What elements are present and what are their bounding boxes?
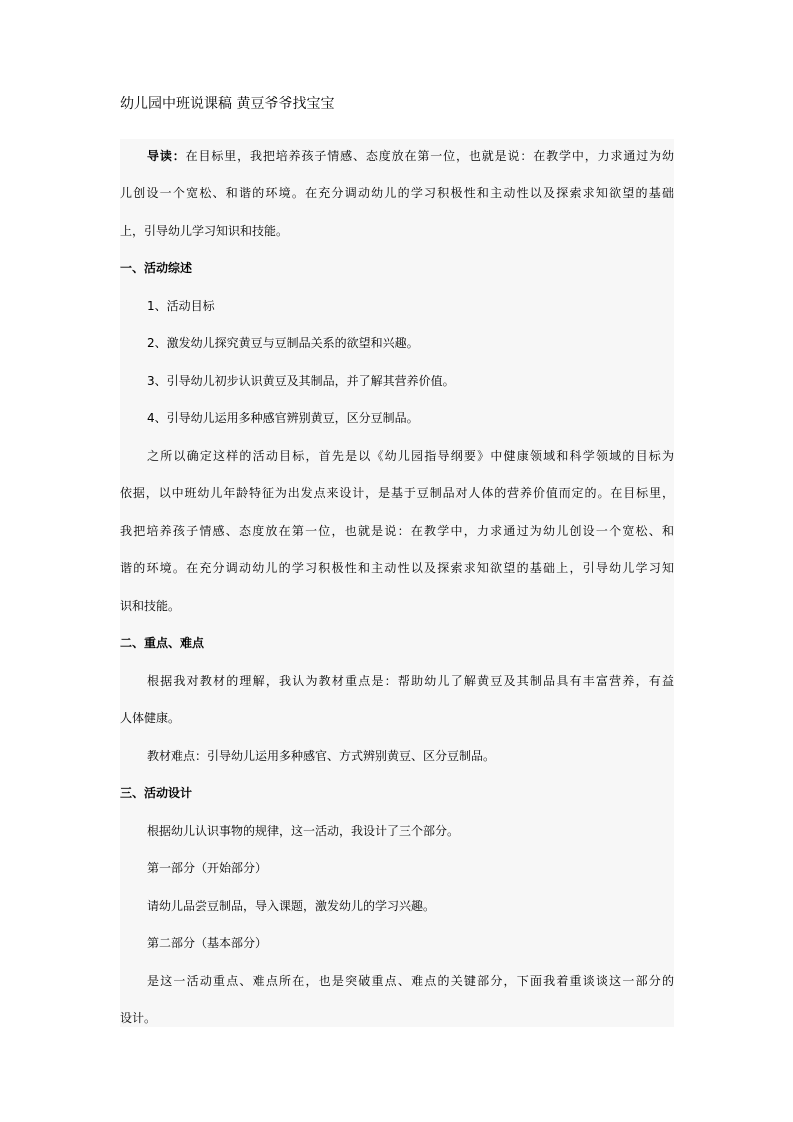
lead-line-1 [147,146,674,166]
design-intro: 根据幼儿认识事物的规律，这一活动，我设计了三个部分。 [147,824,460,838]
lead-label: 导读： [147,149,186,163]
paragraph-line: 人体健康。 [120,711,181,725]
part-title: 第二部分（基本部分） [147,936,268,950]
list-item: 3、引导幼儿初步认识黄豆及其制品，并了解其营养价值。 [147,374,455,388]
section-heading-1: 一、活动综述 [120,261,193,275]
list-item: 1、活动目标 [147,299,215,313]
list-item: 2、激发幼儿探究黄豆与豆制品关系的欲望和兴趣。 [147,336,419,350]
section-heading-2: 二、重点、难点 [120,636,205,650]
part-text: 是这一活动重点、难点所在，也是突破重点、难点的关键部分，下面我着重谈谈这一部分的 [147,974,674,988]
lead-line-2: 儿创设一个宽松、和谐的环境。在充分调动幼儿的学习积极性和主动性以及探索求知欲望的基础 [120,186,674,200]
paragraph-line: 依据，以中班幼儿年龄特征为出发点来设计，是基于豆制品对人体的营养价值而定的。在目标里， [120,486,674,500]
part-title: 第一部分（开始部分） [147,861,268,875]
part-text: 请幼儿品尝豆制品，导入课题，激发幼儿的学习兴趣。 [147,899,436,913]
lead-text-1: 在目标里，我把培养孩子情感、态度放在第一位，也就是说：在教学中，力求通过为幼 [185,149,674,163]
part-text: 设计。 [120,1011,157,1025]
paragraph-line: 识和技能。 [120,599,181,613]
document-title: 幼儿园中班说课稿 黄豆爷爷找宝宝 [120,96,335,112]
list-item: 4、引导幼儿运用多种感官辨别黄豆，区分豆制品。 [147,411,419,425]
section-heading-3: 三、活动设计 [120,786,193,800]
paragraph-line: 之所以确定这样的活动目标，首先是以《幼儿园指导纲要》中健康领域和科学领域的目标为 [147,449,674,463]
paragraph-line: 我把培养孩子情感、态度放在第一位，也就是说：在教学中，力求通过为幼儿创设一个宽松、和 [120,524,674,538]
lead-line-3: 上，引导幼儿学习知识和技能。 [120,224,289,238]
document-body [120,139,674,1027]
paragraph-line: 根据我对教材的理解，我认为教材重点是：帮助幼儿了解黄豆及其制品具有丰富营养，有益 [147,674,674,688]
paragraph-line: 谐的环境。在充分调动幼儿的学习积极性和主动性以及探索求知欲望的基础上，引导幼儿学习知 [120,561,674,575]
difficulty-line: 教材难点：引导幼儿运用多种感官、方式辨别黄豆、区分豆制品。 [147,749,496,763]
